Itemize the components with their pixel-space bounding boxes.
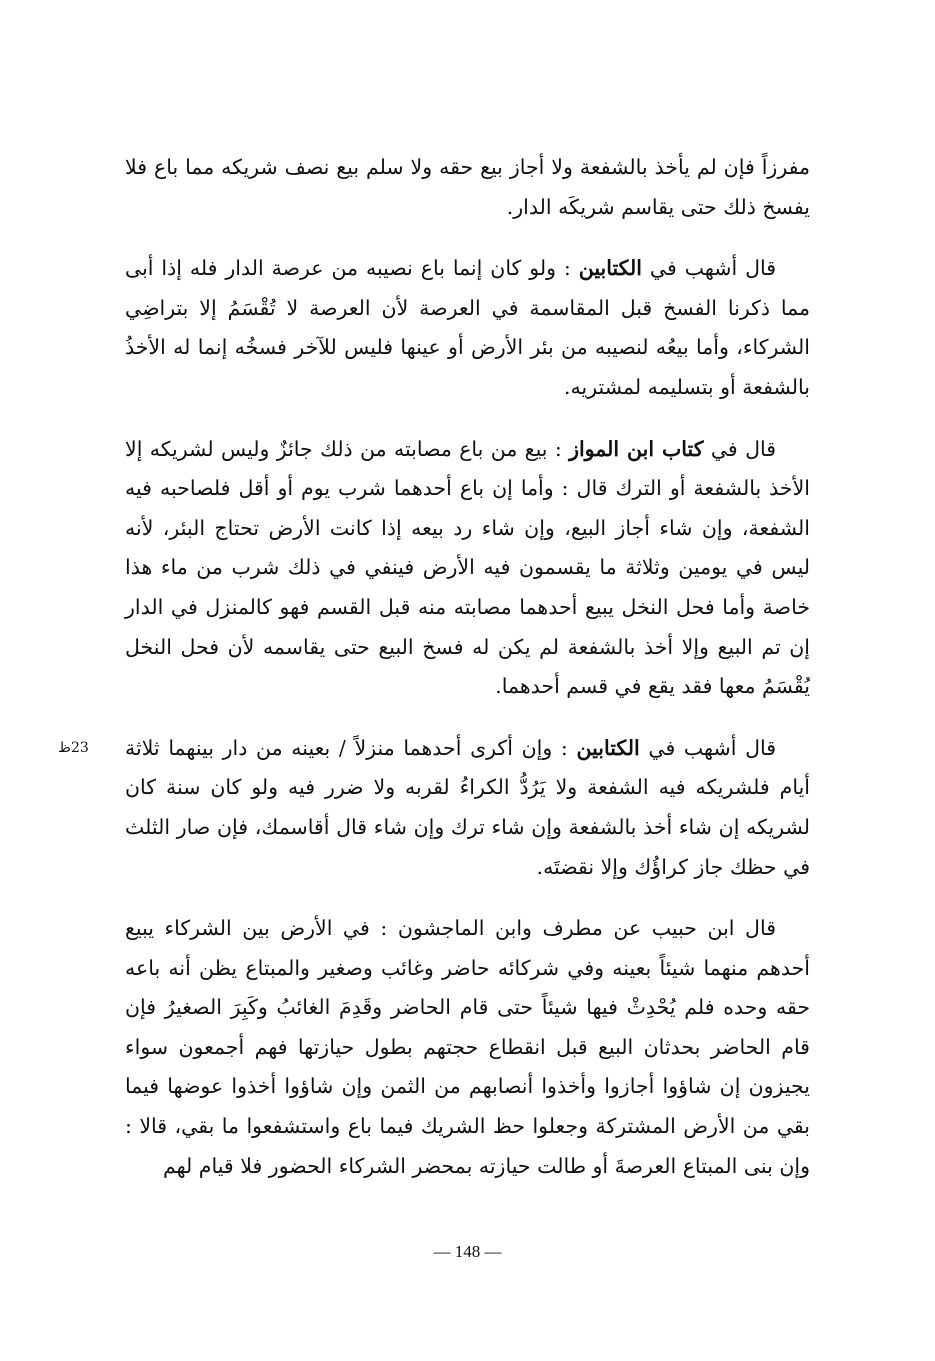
- paragraph-3-lead: قال في: [703, 436, 777, 461]
- paragraph-5: [125, 909, 810, 1186]
- paragraph-2-text: : ولو كان إنما باع نصيبه من عرصة الدار فله إذا أبى مما ذكرنا الفسخ قبل المقاسمة في العرصة لأن العرصة لا تُقْسَمُ إلا بتراضِي الشركاء، وأما بيعُه لنصيبه من بئر الأرض أو عينها فليس للآخر فسخُه إنما له الأخذُ بالشفعة أو بتسليمه لمشتريه.: [125, 256, 810, 399]
- paragraph-2-lead: قال أشهب في: [641, 256, 777, 281]
- margin-folio-note: 23ظ: [58, 740, 89, 756]
- paragraph-4-lead: قال أشهب في: [639, 735, 777, 760]
- paragraph-2: [125, 249, 810, 407]
- paragraph-2-source: الكتابين: [578, 256, 642, 281]
- paragraph-3: [125, 430, 810, 707]
- paragraph-1-text: مفرزاً فإن لم يأخذ بالشفعة ولا أجاز بيع حقه ولا سلم بيع نصف شريكه مما باع فلا يفسخ ذلك حتى يقاسم شريكَه الدار.: [125, 155, 810, 219]
- paragraph-5-text: قال ابن حبيب عن مطرف وابن الماجشون : في الأرض بين الشركاء يبيع أحدهم منهما شيئاً بعينه وفي شركائه حاضر وغائب وصغير والمبتاع يظن أنه باعه حقه وحده فلم يُحْدِثْ فيها شيئاً حتى قام الحاضر وقَدِمَ الغائبُ وكَبِرَ الصغيرُ فإن قام الحاضر بحدثان البيع قبل انقطاع حجتهم بطول حيازتها فهم أجمعون سواء يجيزون إن شاؤوا أجازوا وأخذوا أنصابهم من الثمن وإن شاؤوا أخذوا عوضها فيما بقي من الأرض المشتركة وجعلوا حظ الشريك فيما باع واستشفعوا ما بقي، قالا : وإن بنى المبتاع العرصةَ أو طالت حيازته بمحضر الشركاء الحضور فلا قيام لهم: [125, 916, 810, 1178]
- paragraph-4-text: : وإن أكرى أحدهما منزلاً / بعينه من دار بينهما ثلاثة أيام فلشريكه فيه الشفعة ولا يَرُدُّ الكراءُ لقربه ولا ضرر فيه ولو كان سنة كان لشريكه إن شاء أخذ بالشفعة وإن شاء ترك وإن شاء قال أقاسمك، فإن صار الثلث في حظك جاز كراؤُك وإلا نقضتَه.: [125, 735, 810, 879]
- paragraph-3-source: كتاب ابن المواز: [569, 436, 704, 461]
- text-body: [125, 148, 810, 1186]
- paragraph-1: [125, 148, 810, 227]
- page-number: — 148 —: [433, 1242, 502, 1261]
- paragraph-4: [125, 729, 810, 887]
- paragraph-3-text: : بيع من باع مصابته من ذلك جائزٌ وليس لشريكه إلا الأخذ بالشفعة أو الترك قال : وأما إن باع أحدهما شرب يوم أو أقل فلصاحبه فيه الشفعة، وإن شاء أجاز البيع، وإن شاء رد بيعه إذا كانت الأرض تحتاج البئر، لأنه ليس في يومين وثلاثة ما يقسمون فيه الأرض فينفي في ذلك شرب من ماء هذا خاصة وأما فحل النخل يبيع أحدهما مصابته منه قبل القسم فهو كالمنزل في الدار إن تم البيع وإلا أخذ بالشفعة لم يكن له فسخ البيع حتى يقاسمه لأن فحل النخل يُقْسَمُ معها فقد يقع في قسم أحدهما.: [125, 436, 810, 699]
- paragraph-4-source: الكتابين: [576, 735, 640, 760]
